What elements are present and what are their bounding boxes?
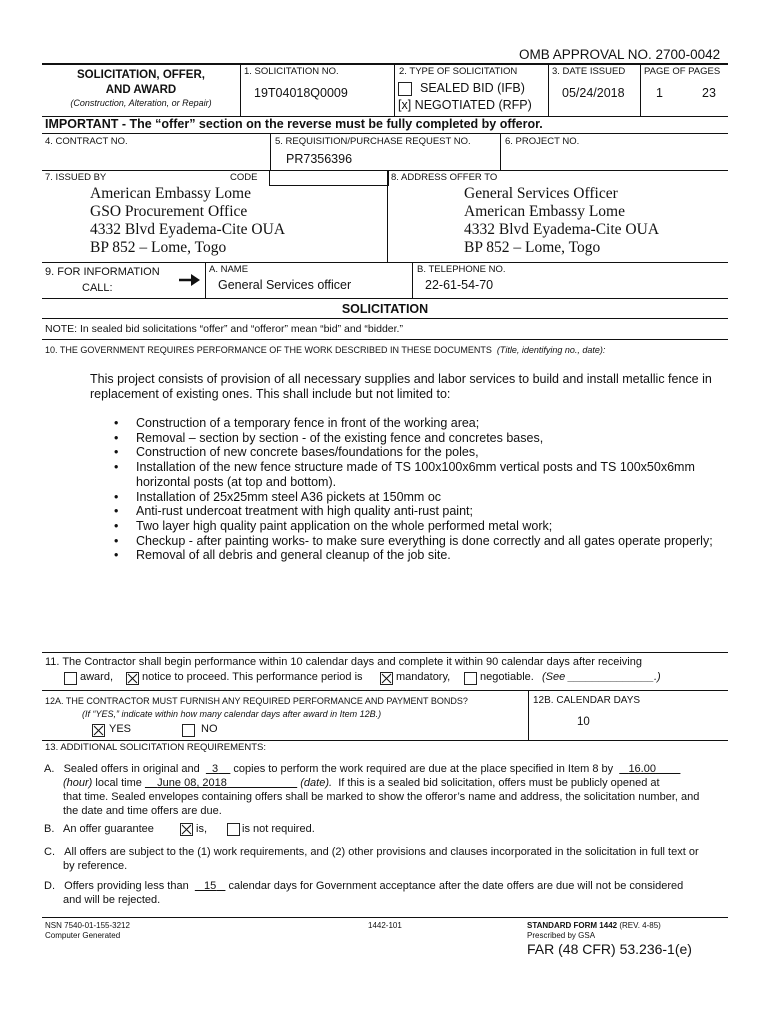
divider bbox=[500, 133, 501, 170]
important-notice: IMPORTANT - The “offer” section on the reverse must be fully completed by offeror. bbox=[45, 117, 543, 131]
scope-item: • Installation of the new fence structure made of TS 100x100x6mm vertical posts and TS 100x50x6mm bbox=[114, 460, 695, 475]
omb-approval: OMB APPROVAL NO. 2700-0042 bbox=[519, 47, 721, 62]
requirement-c: C. All offers are subject to the (1) work requirements, and (2) other provisions and clauses incorporated in the solicitation in full text or by reference. bbox=[44, 846, 699, 872]
divider bbox=[528, 690, 529, 740]
divider bbox=[548, 63, 549, 116]
bonds-no-checkbox[interactable] bbox=[182, 724, 195, 737]
award-label: award, bbox=[80, 671, 114, 683]
date-issued-label: 3. DATE ISSUED bbox=[552, 66, 626, 77]
contract-no-label: 4. CONTRACT NO. bbox=[45, 136, 128, 147]
date-issued: 05/24/2018 bbox=[562, 86, 625, 100]
bonds-yes-checkbox[interactable] bbox=[92, 724, 105, 737]
telephone-label: B. TELEPHONE NO. bbox=[417, 264, 506, 275]
notice-to-proceed-checkbox[interactable] bbox=[126, 672, 139, 685]
issued-by-address bbox=[90, 185, 285, 257]
scope-list bbox=[114, 416, 713, 563]
item-letter: D. bbox=[44, 880, 55, 892]
scope-item: • Construction of new concrete bases/foundations for the poles, bbox=[114, 445, 479, 460]
page-count: 23 bbox=[702, 86, 716, 100]
offer-address bbox=[464, 185, 659, 257]
calendar-days-value: 10 bbox=[577, 716, 590, 728]
form-subtitle: (Construction, Alteration, or Repair) bbox=[70, 98, 212, 108]
bullet-icon: • bbox=[114, 460, 119, 475]
scope-item: • Construction of a temporary fence in front of the working area; bbox=[114, 416, 480, 430]
scope-item-continued: horizontal posts (at top and bottom). bbox=[136, 474, 337, 489]
see-reference: (See ______________.) bbox=[542, 671, 661, 683]
divider bbox=[270, 133, 271, 170]
acceptance-days-field: 15 bbox=[204, 880, 217, 892]
nsn-number: NSN 7540-01-155-3212 bbox=[45, 921, 130, 930]
requirement-a: A. Sealed offers in original and 3 copies to perform the work required are due at the place specified in Item 8 by 16.00 (hour) local time June 08, 2018 (date). If this is a sealed bid solicitation, offers must be publicly opened at that time. Sealed envelopes containing offers shall be marked to show the offeror’s name and address, the solicitation number, and the date and time offers are due. bbox=[44, 763, 700, 817]
bullet-icon: • bbox=[114, 504, 119, 519]
negotiable-checkbox[interactable] bbox=[464, 672, 477, 685]
note-text: NOTE: In sealed bid solicitations “offer” and “offeror” mean “bid” and “bidder.” bbox=[45, 323, 403, 335]
bonds-note: (If “YES,” indicate within how many calendar days after award in Item 12B.) bbox=[82, 709, 382, 719]
info-label-2: CALL: bbox=[82, 282, 113, 294]
address-line: BP 852 – Lome, Togo bbox=[464, 239, 601, 256]
rule bbox=[42, 740, 728, 741]
rule bbox=[42, 652, 728, 653]
solicitation-heading: SOLICITATION bbox=[341, 302, 429, 316]
prescribed-by: Prescribed by GSA bbox=[527, 931, 596, 940]
rule bbox=[42, 339, 728, 340]
project-intro-2: replacement of existing ones. This shall include but not limited to: bbox=[90, 387, 451, 401]
form-code: 1442-101 bbox=[368, 921, 402, 930]
divider bbox=[240, 63, 241, 116]
requisition-no: PR7356396 bbox=[286, 152, 353, 166]
name-label: A. NAME bbox=[209, 264, 249, 275]
guarantee-is-label: is, bbox=[196, 823, 207, 835]
address-line: General Services Officer bbox=[464, 185, 618, 202]
rule bbox=[42, 690, 728, 691]
scope-item: • Removal – section by section - of the existing fence and concretes bases, bbox=[114, 430, 544, 445]
divider bbox=[387, 170, 388, 262]
additional-requirements-label: 13. ADDITIONAL SOLICITATION REQUIREMENTS: bbox=[45, 742, 267, 753]
bullet-icon: • bbox=[114, 518, 119, 533]
solicitation-no: 19T04018Q0009 bbox=[254, 86, 348, 100]
form-title-line2: AND AWARD bbox=[105, 84, 177, 96]
standard-form: STANDARD FORM 1442 (REV. 4-85) bbox=[527, 921, 661, 930]
scope-item: • Installation of 25x25mm steel A36 pickets at 150mm oc bbox=[114, 489, 442, 504]
negotiated-option: [x] NEGOTIATED (RFP) bbox=[398, 98, 532, 112]
requisition-label: 5. REQUISITION/PURCHASE REQUEST NO. bbox=[275, 136, 471, 147]
address-line: 4332 Blvd Eyadema-Cite OUA bbox=[464, 221, 660, 238]
project-intro-1: This project consists of provision of all necessary supplies and labor services to build and install metallic fence in bbox=[90, 372, 712, 386]
item-letter: C. bbox=[44, 846, 55, 858]
divider bbox=[205, 262, 206, 298]
rule bbox=[42, 262, 728, 263]
form-title-line1: SOLICITATION, OFFER, bbox=[77, 69, 205, 81]
issued-by-label: 7. ISSUED BY bbox=[45, 172, 107, 183]
rule bbox=[42, 318, 728, 319]
scope-item: • Removal of all debris and general cleanup of the job site. bbox=[114, 548, 451, 563]
award-checkbox[interactable] bbox=[64, 672, 77, 685]
bullet-icon: • bbox=[114, 533, 119, 548]
page-of-pages-label: PAGE OF PAGES bbox=[644, 66, 721, 77]
address-offer-to-label: 8. ADDRESS OFFER TO bbox=[391, 172, 498, 183]
address-line: BP 852 – Lome, Togo bbox=[90, 239, 227, 256]
scope-item: • Checkup - after painting works- to make sure everything is done correctly and all gates operate properly; bbox=[114, 533, 713, 548]
footer-rule bbox=[42, 917, 728, 918]
far-reference: FAR (48 CFR) 53.236-1(e) bbox=[527, 941, 692, 957]
guarantee-not-checkbox[interactable] bbox=[227, 823, 240, 836]
bullet-icon: • bbox=[114, 430, 119, 445]
divider bbox=[640, 63, 641, 116]
divider bbox=[412, 262, 413, 298]
work-description-label-text: 10. THE GOVERNMENT REQUIRES PERFORMANCE OF THE WORK DESCRIBED IN THESE DOCUMENTS bbox=[45, 345, 492, 355]
guarantee-is-checkbox[interactable] bbox=[180, 823, 193, 836]
info-label-1: 9. FOR INFORMATION bbox=[45, 266, 160, 278]
sealed-bid-checkbox[interactable] bbox=[398, 82, 412, 96]
mandatory-label: mandatory, bbox=[396, 671, 451, 683]
requirement-b-letter: B. bbox=[44, 823, 55, 835]
telephone-number: 22-61-54-70 bbox=[425, 278, 494, 292]
bonds-no-label: NO bbox=[201, 723, 218, 735]
work-description-label bbox=[45, 345, 605, 355]
hour-field: 16.00 bbox=[628, 763, 656, 775]
address-line: American Embassy Lome bbox=[90, 185, 251, 202]
rule bbox=[42, 133, 728, 134]
computer-generated: Computer Generated bbox=[45, 931, 121, 940]
scope-item: • Two layer high quality paint application on the whole performed metal work; bbox=[114, 518, 553, 533]
solicitation-no-label: 1. SOLICITATION NO. bbox=[244, 66, 339, 77]
code-label: CODE bbox=[230, 172, 258, 183]
arrow-right-icon bbox=[178, 272, 202, 293]
contact-name: General Services officer bbox=[218, 278, 352, 292]
requirement-b-text: An offer guarantee bbox=[63, 823, 154, 835]
bullet-icon: • bbox=[114, 445, 119, 460]
requirement-d: D. Offers providing less than 15 calendar days for Government acceptance after the date offers are due will not be considered and will be rejected. bbox=[44, 880, 684, 906]
scope-item: • Anti-rust undercoat treatment with high quality anti-rust paint; bbox=[114, 504, 473, 519]
bullet-icon: • bbox=[114, 489, 119, 504]
bullet-icon: • bbox=[114, 548, 119, 563]
project-no-label: 6. PROJECT NO. bbox=[505, 136, 580, 147]
bonds-label: 12A. THE CONTRACTOR MUST FURNISH ANY REQUIRED PERFORMANCE AND PAYMENT BONDS? bbox=[45, 696, 468, 706]
guarantee-not-label: is not required. bbox=[242, 823, 315, 835]
item-letter: A. bbox=[44, 763, 55, 775]
header-top-rule bbox=[42, 63, 728, 65]
rule bbox=[42, 298, 728, 299]
copies-field: 3 bbox=[212, 763, 219, 775]
sealed-bid-label: SEALED BID (IFB) bbox=[420, 81, 525, 95]
bonds-yes-label: YES bbox=[109, 723, 132, 735]
bullet-icon: • bbox=[114, 416, 119, 430]
notice-label: notice to proceed. This performance period is bbox=[142, 671, 363, 683]
negotiable-label: negotiable. bbox=[480, 671, 534, 683]
address-line: American Embassy Lome bbox=[464, 203, 625, 220]
address-line: GSO Procurement Office bbox=[90, 203, 248, 220]
calendar-days-label: 12B. CALENDAR DAYS bbox=[533, 695, 641, 706]
page-number: 1 bbox=[656, 86, 663, 100]
divider bbox=[394, 63, 395, 116]
code-field[interactable] bbox=[269, 170, 389, 186]
address-line: 4332 Blvd Eyadema-Cite OUA bbox=[90, 221, 286, 238]
due-date-field: June 08, 2018 bbox=[157, 777, 227, 789]
solicitation-type-label: 2. TYPE OF SOLICITATION bbox=[399, 66, 518, 77]
performance-text: 11. The Contractor shall begin performance within 10 calendar days and complete it within 90 calendar days after receiving bbox=[45, 656, 642, 668]
mandatory-checkbox[interactable] bbox=[380, 672, 393, 685]
work-description-label-italic: (Title, identifying no., date): bbox=[496, 345, 606, 355]
